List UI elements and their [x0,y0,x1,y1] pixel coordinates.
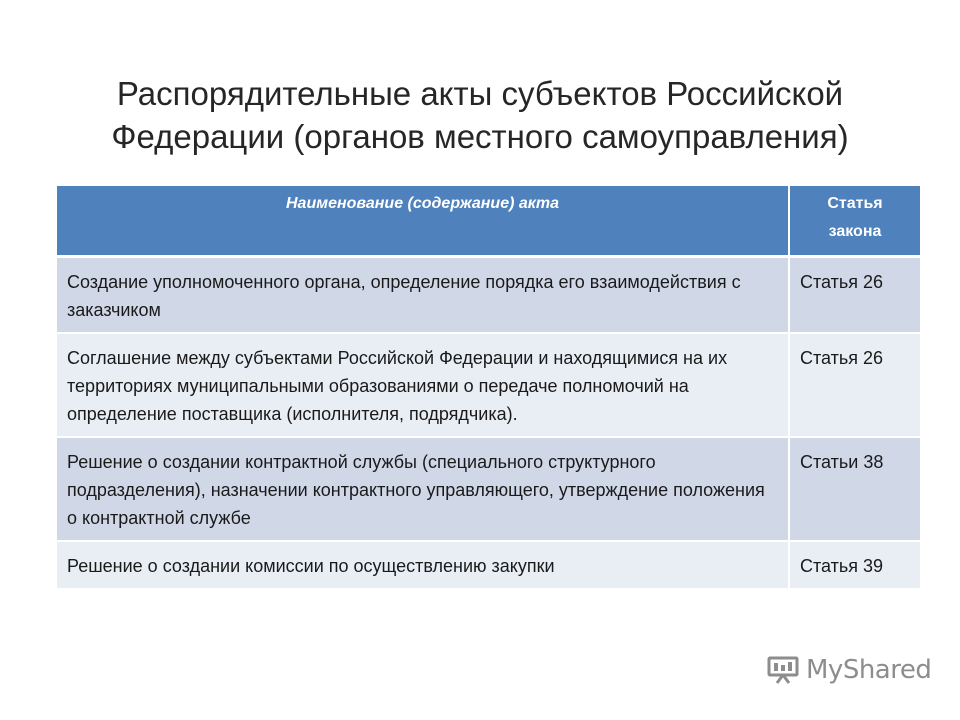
watermark-logo[interactable] [766,655,931,685]
slide-title-line2: Федерации (органов местного самоуправления) [111,118,849,155]
presentation-board-icon [766,655,800,685]
law-article-cell: Статья 26 [789,256,920,333]
watermark-text: MyShared [806,655,932,685]
act-name-cell: Соглашение между субъектами Российской Федерации и находящимися на их территориях муниципальными образованиями о передаче полномочий на определение поставщика (исполнителя, подрядчика). [57,333,789,437]
slide-title-line1: Распорядительные акты субъектов Российской [116,75,844,112]
act-name-cell: Решение о создании комиссии по осуществлению закупки [57,541,789,589]
table-header-row [57,186,920,256]
header-act-name: Наименование (содержание) акта [57,186,789,256]
act-name-cell: Решение о создании контрактной службы (специального структурного подразделения), назначении контрактного управляющего, утверждение положения о контрактной службе [57,437,789,541]
act-name-cell: Создание уполномоченного органа, определение порядка его взаимодействия с заказчиком [57,256,789,333]
table-row [57,541,920,589]
header-law-article: Статья закона [789,186,920,256]
law-article-cell: Статья 39 [789,541,920,589]
table-row [57,437,920,541]
law-article-cell: Статьи 38 [789,437,920,541]
slide-title [60,72,900,158]
acts-table [57,186,920,590]
table-row [57,333,920,437]
table-row [57,256,920,333]
law-article-cell: Статья 26 [789,333,920,437]
